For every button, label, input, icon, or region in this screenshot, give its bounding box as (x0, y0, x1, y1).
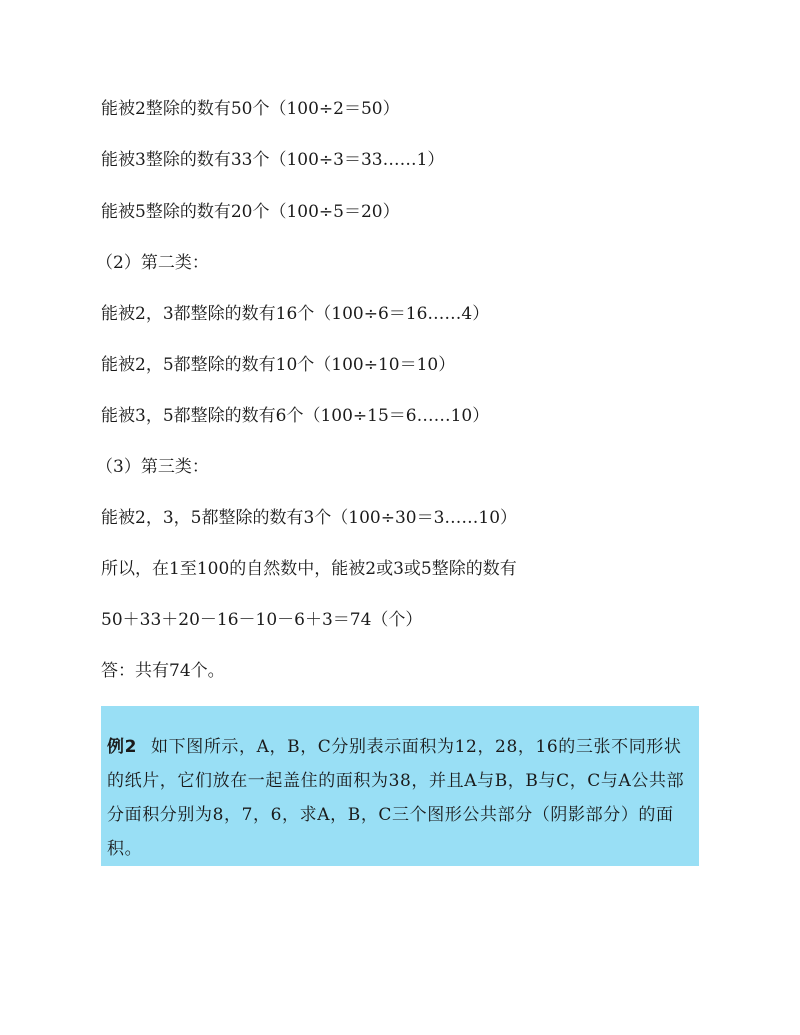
text-line-divisible-by-2-and-3: 能被2，3都整除的数有16个（100÷6＝16……4） (101, 304, 490, 324)
example-box (101, 706, 699, 866)
text-line-divisible-by-5: 能被5整除的数有20个（100÷5＝20） (101, 202, 400, 222)
text-line-answer: 答：共有74个。 (101, 661, 225, 681)
text-line-divisible-by-2-and-5: 能被2，5都整除的数有10个（100÷10＝10） (101, 355, 456, 375)
section-heading-second-category: （2）第二类： (96, 253, 209, 273)
section-heading-third-category: （3）第三类： (96, 457, 209, 477)
example-content (107, 730, 695, 866)
text-line-divisible-by-2: 能被2整除的数有50个（100÷2＝50） (101, 99, 400, 119)
text-line-divisible-by-3-and-5: 能被3，5都整除的数有6个（100÷15＝6……10） (101, 406, 490, 426)
text-line-divisible-by-3: 能被3整除的数有33个（100÷3＝33……1） (101, 150, 445, 170)
example-problem-text: 如下图所示，A，B，C分别表示面积为12，28，16的三张不同形状的纸片，它们放在一起盖住的面积为38，并且A与B，B与C，C与A公共部分面积分别为8，7，6，求A，B，C三个图形公共部分（阴影部分）的面积。 (107, 737, 685, 859)
text-line-conclusion: 所以，在1至100的自然数中，能被2或3或5整除的数有 (101, 559, 517, 579)
example-label: 例2 (107, 737, 138, 757)
text-line-calculation: 50＋33＋20－16－10－6＋3＝74（个） (101, 610, 423, 630)
text-line-divisible-by-2-3-5: 能被2，3，5都整除的数有3个（100÷30＝3……10） (101, 508, 518, 528)
